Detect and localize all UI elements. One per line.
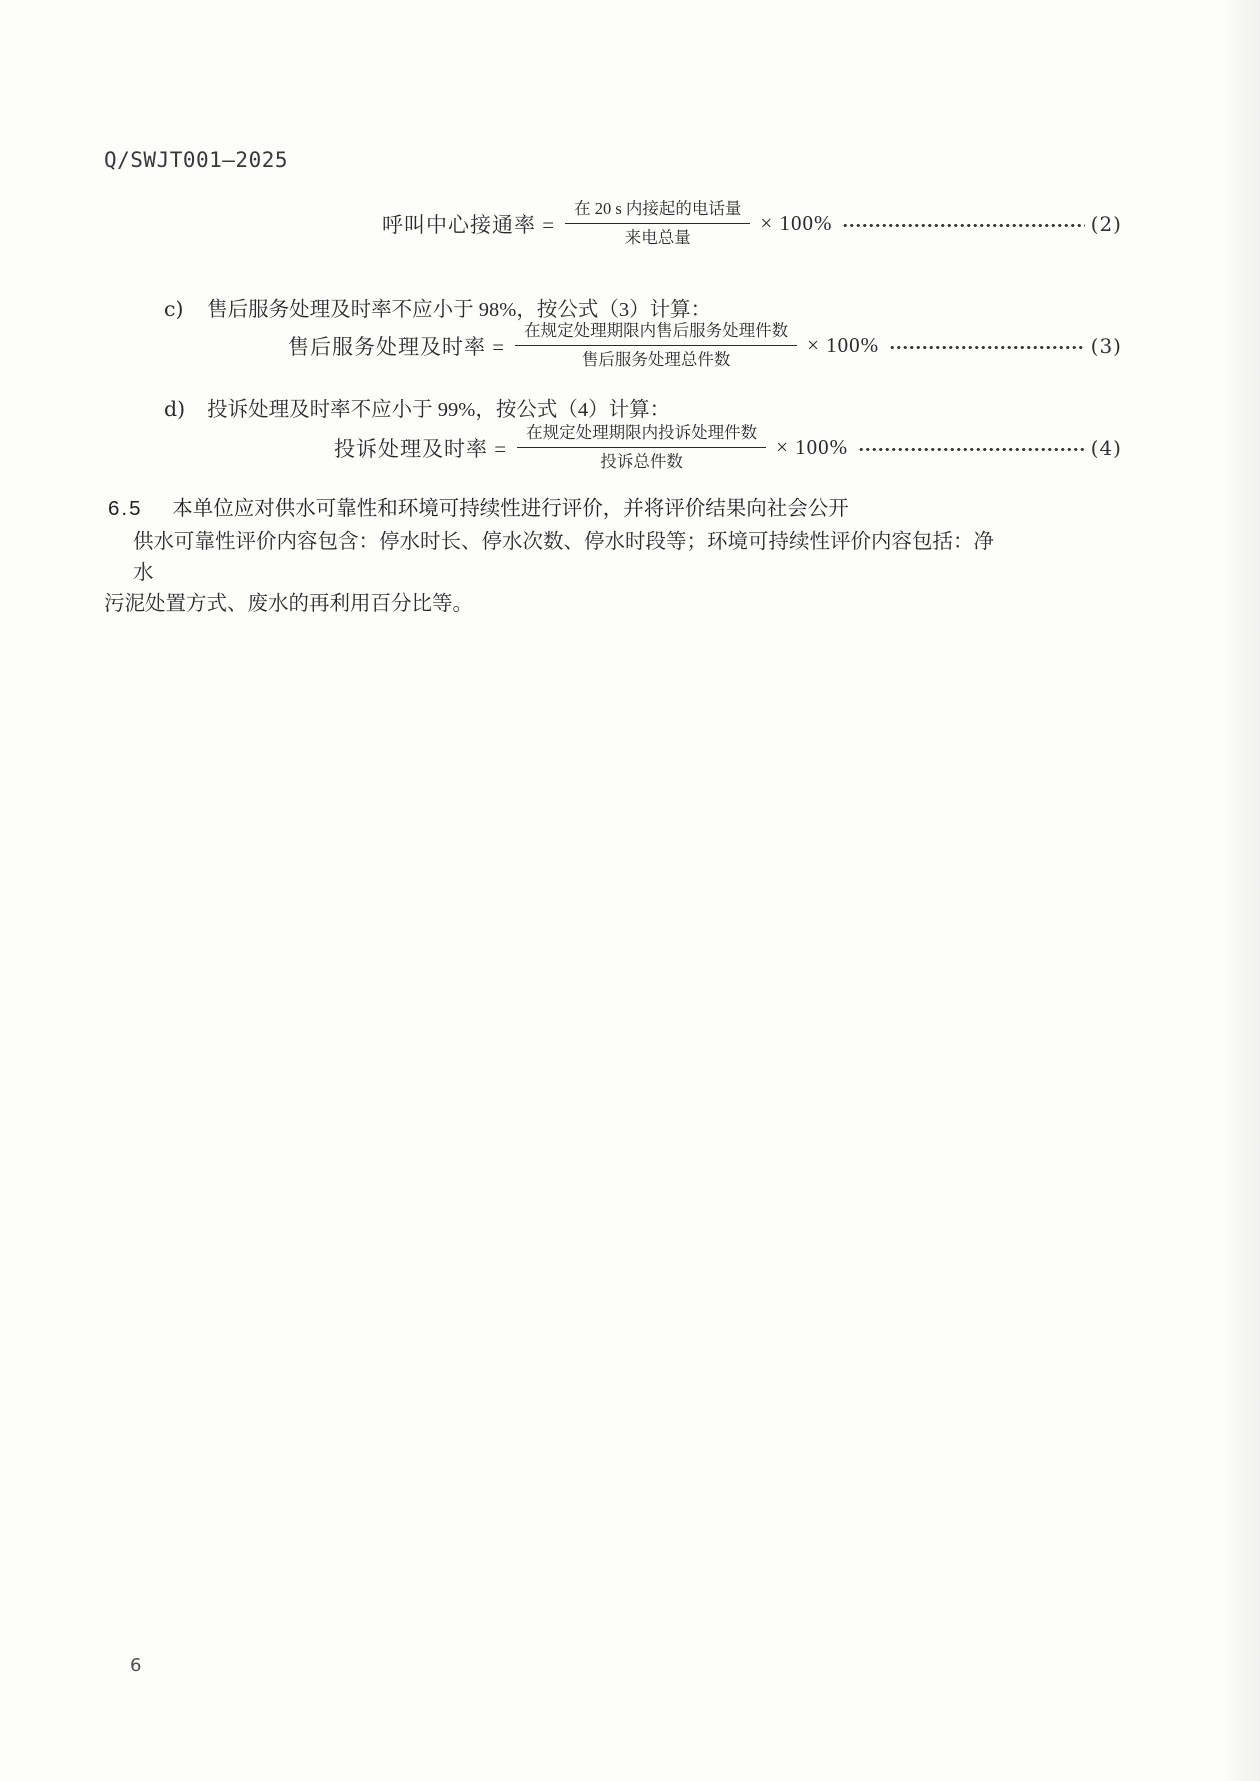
- list-item-marker: d): [164, 397, 186, 421]
- fraction-numerator: 在 20 s 内接起的电话量: [565, 198, 750, 224]
- formula-row-4: [0, 422, 1122, 474]
- list-item-d: [164, 392, 670, 422]
- page-number: 6: [130, 1655, 142, 1676]
- formula-indent: [0, 223, 382, 224]
- equation-number-4: (4): [1090, 435, 1122, 460]
- dot-leader: [842, 223, 1084, 228]
- fraction-numerator: 在规定处理期限内投诉处理件数: [517, 422, 766, 448]
- document-code-header: Q/SWJT001—2025: [104, 148, 289, 172]
- formula-4-lhs: 投诉处理及时率 =: [334, 436, 508, 461]
- formula-4-multiplier: × 100%: [776, 435, 849, 460]
- formula-4-fraction: [517, 422, 766, 474]
- dot-leader: [889, 345, 1084, 350]
- formula-3-fraction: [515, 320, 797, 372]
- clause-text: 本单位应对供水可靠性和环境可持续性进行评价，并将评价结果向社会公开: [172, 497, 849, 520]
- equation-number-2: (2): [1090, 211, 1122, 236]
- paragraph-line: 污泥处置方式、废水的再利用百分比等。: [104, 593, 473, 615]
- formula-3-lhs: 售后服务处理及时率 =: [288, 334, 506, 359]
- list-item-marker: c): [164, 297, 184, 321]
- paragraph-line: 供水可靠性评价内容包含：停水时长、停水次数、停水时段等；环境可持续性评价内容包括：净水: [133, 531, 994, 584]
- formula-3-multiplier: × 100%: [807, 333, 880, 358]
- fraction-denominator: 投诉总件数: [600, 452, 683, 472]
- scan-edge-artifact: [1222, 0, 1260, 1781]
- clause-6-5: [108, 491, 849, 521]
- dot-leader: [858, 447, 1084, 452]
- body-paragraph: [104, 527, 1009, 620]
- clause-number: 6.5: [108, 497, 143, 520]
- formula-row-3: [0, 320, 1122, 372]
- list-item-c: [164, 292, 711, 322]
- formula-2-lhs: 呼叫中心接通率 =: [382, 212, 556, 237]
- formula-2-fraction: [565, 198, 750, 250]
- equation-number-3: (3): [1090, 333, 1122, 358]
- formula-row-2: [0, 198, 1122, 250]
- list-item-text: 售后服务处理及时率不应小于 98%，按公式（3）计算：: [207, 299, 712, 321]
- fraction-denominator: 来电总量: [624, 228, 691, 248]
- fraction-numerator: 在规定处理期限内售后服务处理件数: [515, 320, 797, 346]
- formula-indent: [0, 447, 334, 448]
- formula-2-multiplier: × 100%: [760, 211, 833, 236]
- fraction-denominator: 售后服务处理总件数: [581, 350, 731, 370]
- formula-indent: [0, 345, 288, 346]
- list-item-text: 投诉处理及时率不应小于 99%，按公式（4）计算：: [207, 399, 671, 421]
